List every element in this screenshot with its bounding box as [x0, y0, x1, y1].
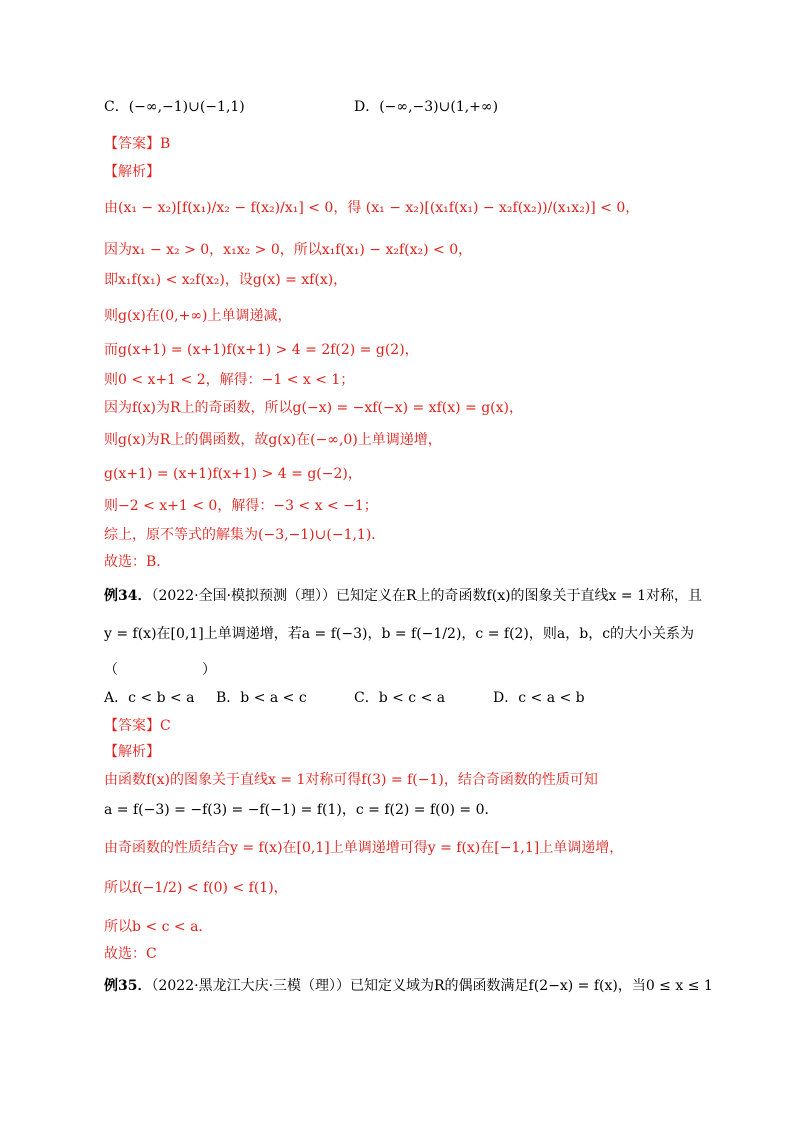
ex34-step-4: 所以f(−1/2) < f(0) < f(1)， — [104, 880, 288, 896]
example-34-option-d: D．c < a < b — [493, 690, 585, 706]
example-34-stem-text: 已知定义在R上的奇函数f(x)的图象关于直线x = 1对称，且 — [336, 588, 702, 604]
ex34-step-2: a = f(−3) = −f(3) = −f(−1) = f(1)，c = f(2) = f(0) = 0． — [104, 802, 499, 818]
solution-step-6: 则0 < x+1 < 2，解得：−1 < x < 1； — [104, 372, 355, 388]
solution-step-12: 故选：B． — [104, 554, 171, 570]
example-35-label: 例35． — [104, 978, 152, 994]
example-34-label: 例34． — [104, 588, 152, 604]
option-c: C．(−∞,−1)∪(−1,1) — [104, 99, 245, 115]
ex34-step-3: 由奇函数的性质结合y = f(x)在[0,1]上单调递增可得y = f(x)在[−1,1]上单调递增， — [104, 840, 624, 856]
answer-ex34: 【答案】C — [104, 718, 171, 734]
example-34-option-c: C．b < c < a — [354, 690, 446, 706]
example-34-stem-line3: （ ） — [104, 662, 216, 678]
option-d: D．(−∞,−3)∪(1,+∞) — [354, 99, 499, 115]
answer-ex33: 【答案】B — [104, 136, 171, 152]
solution-step-2: 因为x₁ − x₂ > 0，x₁x₂ > 0，所以x₁f(x₁) − x₂f(x₂) < 0， — [104, 242, 473, 258]
ex34-step-1: 由函数f(x)的图象关于直线x = 1对称可得f(3) = f(−1)，结合奇函数的性质可知 — [104, 772, 598, 788]
example-34-stem-line2: y = f(x)在[0,1]上单调递增，若a = f(−3)，b = f(−1/2)，c = f(2)，则a，b，c的大小关系为 — [104, 626, 695, 642]
solution-step-1: 由(x₁ − x₂)[f(x₁)/x₂ − f(x₂)/x₁] < 0，得 (x₁ − x₂)[(x₁f(x₁) − x₂f(x₂))/(x₁x₂)] < 0， — [104, 200, 640, 216]
example-34-stem-line1 — [104, 586, 702, 606]
example-35-stem-text: 已知定义域为R的偶函数满足f(2−x) = f(x)，当0 ≤ x ≤ 1 — [350, 978, 713, 994]
solution-step-7: 因为f(x)为R上的奇函数，所以g(−x) = −xf(−x) = xf(x) = g(x)， — [104, 400, 523, 416]
example-34-option-a: A．c < b < a — [104, 690, 195, 706]
solution-step-8: 则g(x)为R上的偶函数，故g(x)在(−∞,0)上单调递增， — [104, 432, 442, 448]
solution-step-9: g(x+1) = (x+1)f(x+1) > 4 = g(−2)， — [104, 466, 362, 482]
example-34-source: （2022·全国·模拟预测（理）） — [151, 588, 337, 604]
ex34-step-6: 故选：C — [104, 946, 157, 962]
analysis-heading-ex33: 【解析】 — [104, 164, 160, 180]
analysis-heading-ex34: 【解析】 — [104, 744, 160, 760]
solution-step-11: 综上，原不等式的解集为(−3,−1)∪(−1,1)． — [104, 527, 386, 543]
example-35-stem — [104, 976, 713, 996]
solution-step-10: 则−2 < x+1 < 0，解得：−3 < x < −1； — [104, 498, 378, 514]
solution-step-4: 则g(x)在(0,+∞)上单调递减， — [104, 308, 292, 324]
solution-step-3: 即x₁f(x₁) < x₂f(x₂)，设g(x) = xf(x)， — [104, 272, 348, 288]
example-34-option-b: B．b < a < c — [216, 690, 307, 706]
solution-step-5: 而g(x+1) = (x+1)f(x+1) > 4 = 2f(2) = g(2)， — [104, 342, 419, 358]
ex34-step-5: 所以b < c < a． — [104, 919, 213, 935]
example-35-source: （2022·黑龙江大庆·三模（理）） — [151, 978, 351, 994]
